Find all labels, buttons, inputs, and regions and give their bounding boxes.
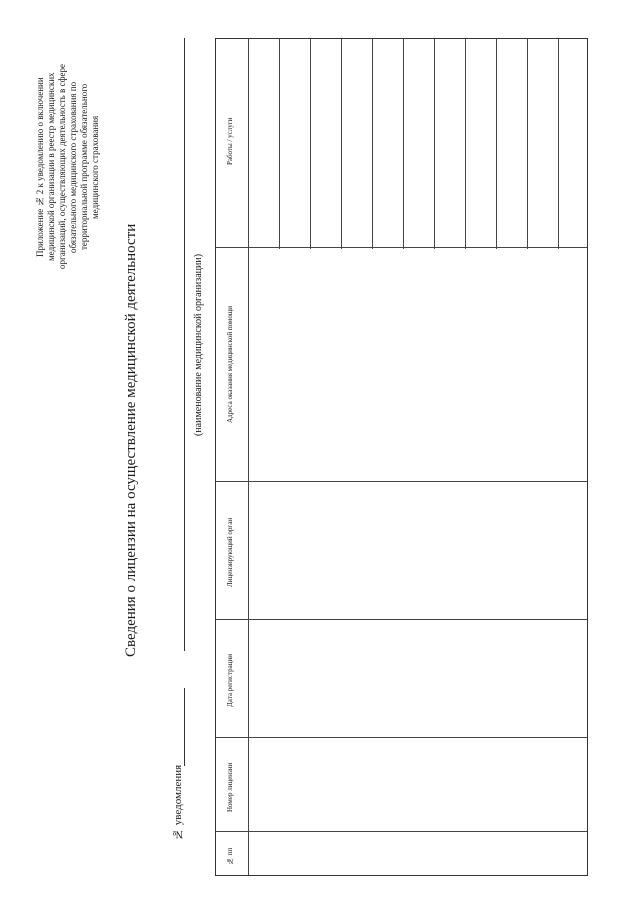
annex-line: обязательного медицинского страхования по (68, 81, 78, 253)
org-name-line (184, 38, 185, 651)
row-divider (496, 39, 497, 249)
column-header-services: Работы / услуги (226, 117, 234, 165)
column-divider (216, 737, 587, 738)
row-divider (279, 39, 280, 249)
license-table (215, 38, 588, 876)
column-header-number: № пп (226, 847, 234, 865)
column-header-licensing-body: Лицензирующий орган (226, 517, 234, 587)
row-divider (372, 39, 373, 249)
org-name-caption: (наименование медицинской организации) (193, 253, 204, 437)
notice-number-label: № уведомления (172, 764, 184, 840)
column-divider (216, 831, 587, 832)
row-divider (341, 39, 342, 249)
row-divider (310, 39, 311, 249)
column-divider (216, 247, 587, 248)
row-divider (434, 39, 435, 249)
row-divider (465, 39, 466, 249)
row-divider (403, 39, 404, 249)
column-header-registration-date: Дата регистрации (226, 653, 234, 707)
annex-line: Приложение № 2 к уведомлению о включении (35, 77, 45, 257)
column-divider (216, 619, 587, 620)
annex-line: организаций, осуществляющих деятельность в сфере (57, 64, 67, 270)
column-divider (216, 481, 587, 482)
column-header-license-number: Номер лицензии (226, 762, 234, 812)
notice-number-line (184, 688, 185, 766)
row-divider (527, 39, 528, 249)
document-title: Сведения о лицензии на осуществление медицинской деятельности (123, 223, 139, 657)
column-header-addresses: Адреса оказания медицинской помощи (226, 305, 234, 423)
annex-note (35, 44, 101, 290)
row-divider (558, 39, 559, 249)
annex-line: медицинского страхования (90, 115, 100, 219)
header-divider (248, 39, 249, 875)
annex-line: территориальной программе обязательного (79, 83, 89, 251)
annex-line: медицинской организации в реестр медицинских (46, 72, 56, 262)
